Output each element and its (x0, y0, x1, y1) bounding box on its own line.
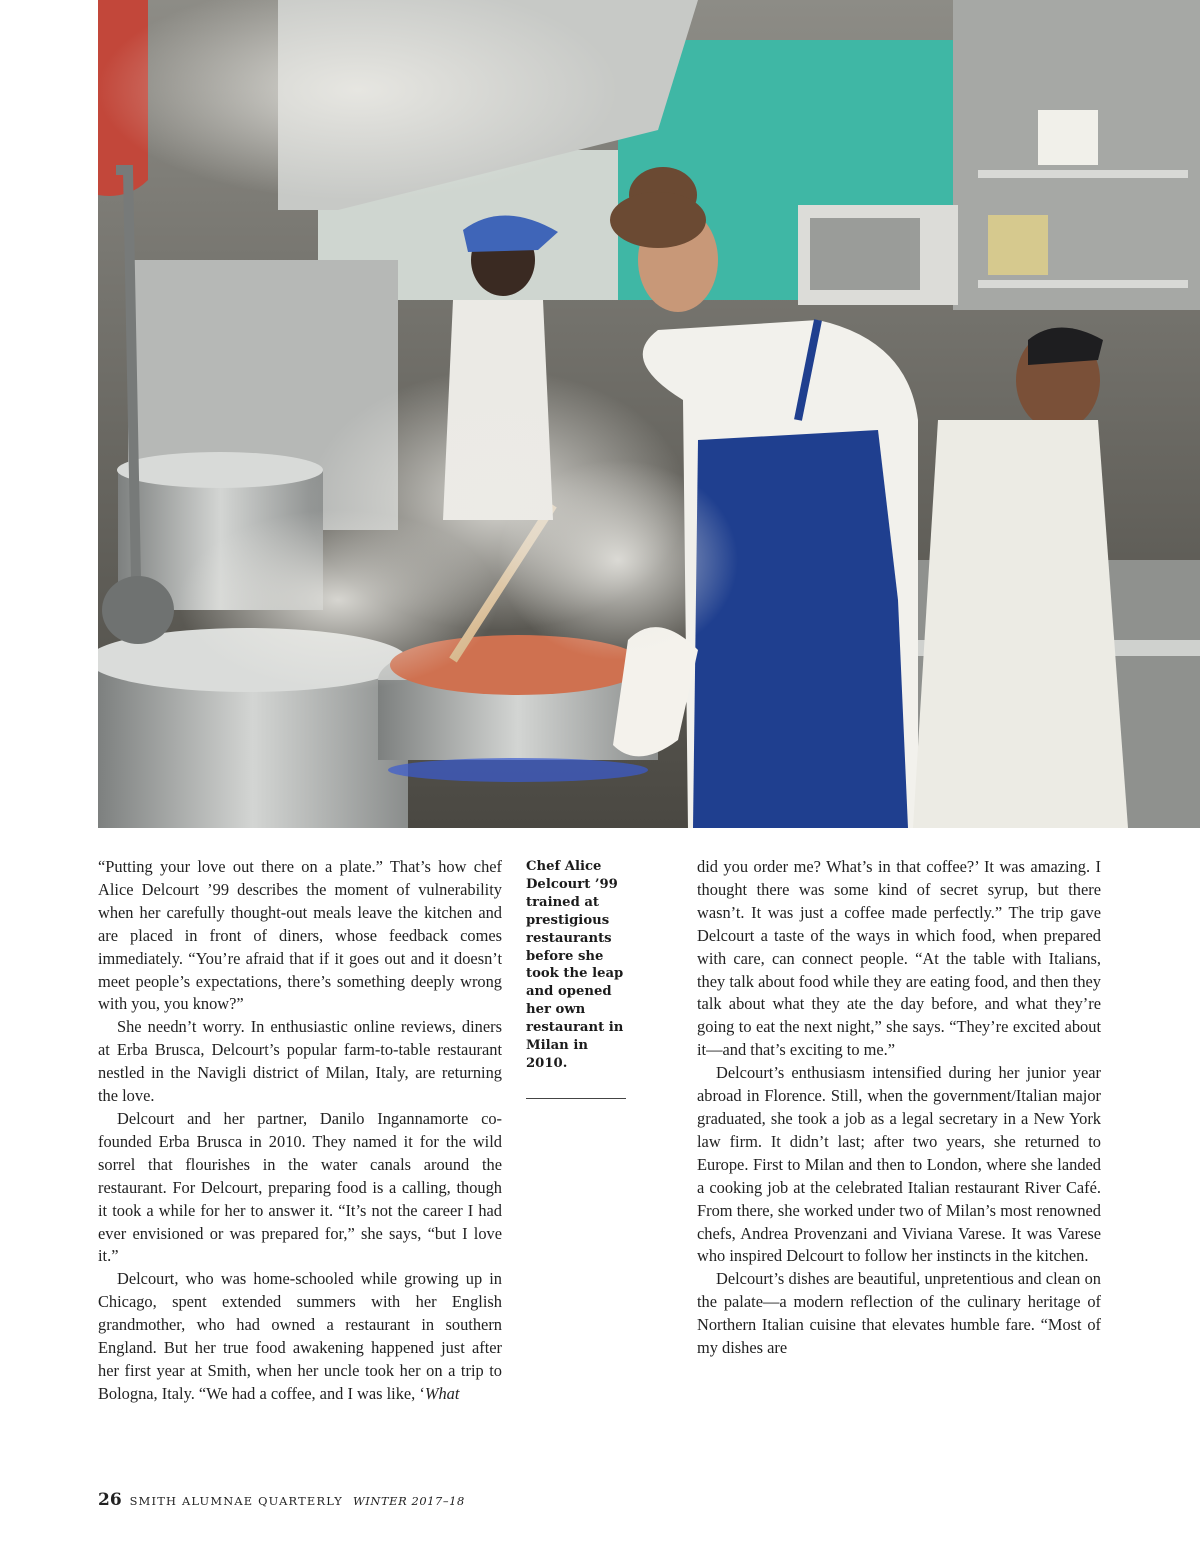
article-paragraph: She needn’t worry. In enthusiastic online reviews, diners at Erba Brusca, Delcourt’s popular farm-to-table restaurant nestled in the Navigli district of Milan, Italy, are returning the love. (98, 1017, 502, 1106)
kitchen-photo (98, 0, 1200, 828)
article-paragraph: did you order me? What’s in that coffee?’ It was amazing. I thought there was some kind of secret syrup, but there wasn’t. It was just a coffee made perfectly.” The trip gave Delcourt a taste of the ways in which food, when prepared with care, can connect people. “At the table with Italians, they talk about food while they are eating food, and then they talk about what they ate the day before, and what they’re going to eat the next night,” she says. “They’re excited about it—and that’s exciting to me.” (697, 857, 1101, 1060)
caption-divider (526, 1098, 626, 1099)
photo-caption: Chef Alice Delcourt ’99 trained at prestigious restaurants before she took the leap and opened her own restaurant in Milan in 2010. (526, 859, 624, 1071)
article-italic-word: What (424, 1383, 460, 1403)
article-column-right (697, 856, 1101, 1360)
kitchen-photo-illustration (98, 0, 1200, 828)
issue-label: WINTER 2017–18 (352, 1494, 465, 1508)
article-paragraph-last (98, 1268, 502, 1405)
article-paragraph: Delcourt and her partner, Danilo Ingannamorte co-founded Erba Brusca in 2010. They named it for the wild sorrel that flourishes in the water canals around the restaurant. For Delcourt, preparing food is a calling, though it took a while for her to answer it. “It’s not the career I had ever envisioned or was prepared for,” she says, “but I love it.” (98, 1108, 502, 1266)
page-number: 26 (98, 1490, 122, 1510)
article-paragraph: Delcourt’s enthusiasm intensified during her junior year abroad in Florence. Still, when the government/Italian major graduated, she took a job as a legal secretary in a New York law firm. It didn’t last; after two years, she returned to Europe. First to Milan and then to London, where she landed a cooking job at the celebrated Italian restaurant River Café. From there, she worked under two of Milan’s most renowned chefs, Andrea Provenzani and Viviana Varese. It was Varese who inspired Delcourt to follow her instincts in the kitchen. (697, 1063, 1101, 1266)
article-text: Delcourt, who was home-schooled while growing up in Chicago, spent extended summers with her English grandmother, who had owned a restaurant in southern England. But her true food awakening happened just after her first year at Smith, when her uncle took her on a trip to Bologna, Italy. “We had a coffee, and I was like, ‘ (98, 1269, 502, 1403)
article-paragraph: “Putting your love out there on a plate.” That’s how chef Alice Delcourt ’99 describes the moment of vulnerability when her carefully thought-out meals leave the kitchen and are placed in front of diners, whose feedback comes immediately. “You’re afraid that if it goes out and it doesn’t meet people’s expectations, there’s something deeply wrong with you, you know?” (98, 857, 502, 1014)
publication-name: SMITH ALUMNAE QUARTERLY (129, 1494, 343, 1508)
chef-apron (693, 430, 908, 828)
article-column-left (98, 856, 502, 1406)
article-paragraph: Delcourt’s dishes are beautiful, unpretentious and clean on the palate—a modern reflection of the culinary heritage of Northern Italian cuisine that elevates humble fare. “Most of my dishes are (697, 1269, 1101, 1358)
page-footer (98, 1490, 465, 1510)
